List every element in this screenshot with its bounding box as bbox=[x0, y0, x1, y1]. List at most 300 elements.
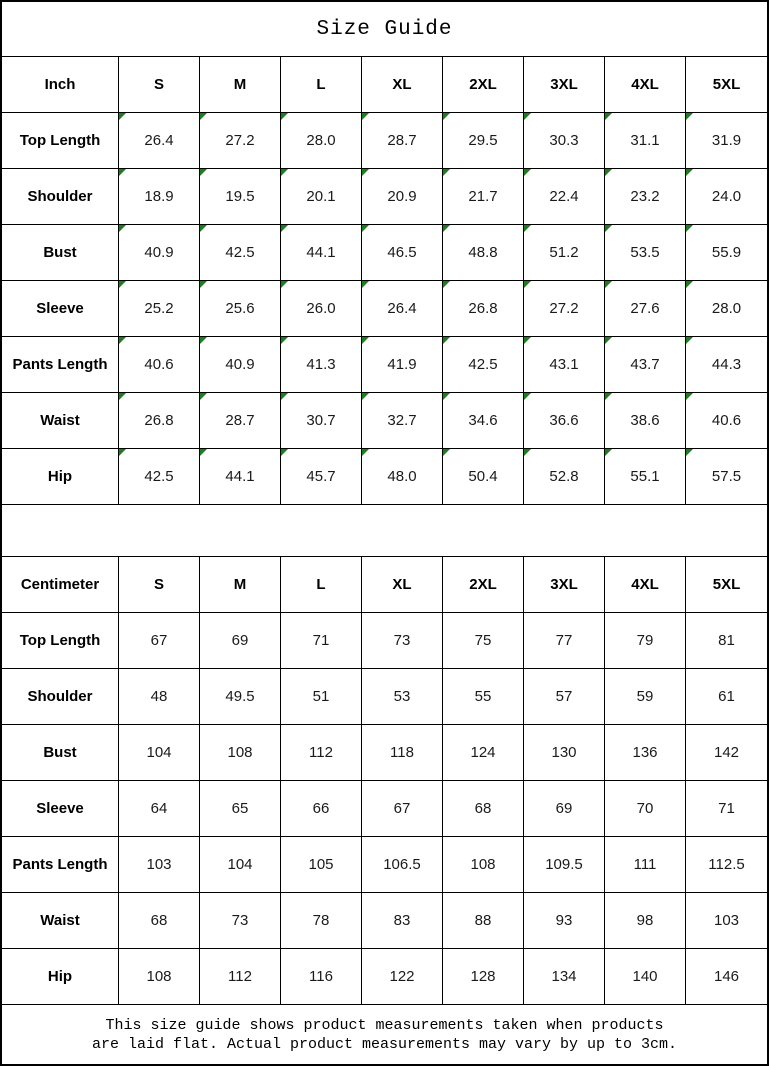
size-header-cell-text: L bbox=[316, 576, 326, 593]
stored-as-text-flag-icon bbox=[281, 225, 288, 232]
stored-as-text-flag-icon bbox=[200, 113, 207, 120]
stored-as-text-flag-icon bbox=[524, 337, 531, 344]
stored-as-text-flag-icon bbox=[119, 113, 126, 120]
stored-as-text-flag-icon bbox=[119, 225, 126, 232]
stored-as-text-flag-icon bbox=[443, 337, 450, 344]
value-cell-text: 30.3 bbox=[549, 132, 579, 149]
value-cell-text: 77 bbox=[555, 632, 573, 649]
row-label-cell-text: Bust bbox=[43, 244, 77, 261]
value-cell-text: 83 bbox=[393, 912, 411, 929]
value-cell bbox=[200, 613, 281, 669]
stored-as-text-flag-icon bbox=[281, 281, 288, 288]
value-cell bbox=[281, 669, 362, 725]
value-cell bbox=[362, 781, 443, 837]
stored-as-text-flag-icon bbox=[119, 449, 126, 456]
value-cell-text: 31.9 bbox=[711, 132, 742, 149]
stored-as-text-flag-icon bbox=[443, 281, 450, 288]
row-label-cell bbox=[2, 113, 119, 169]
value-cell-text: 34.6 bbox=[468, 412, 498, 429]
value-cell-text: 41.9 bbox=[387, 356, 417, 373]
stored-as-text-flag-icon bbox=[605, 393, 612, 400]
value-cell bbox=[443, 893, 524, 949]
value-cell bbox=[200, 113, 281, 169]
row-label-cell bbox=[2, 893, 119, 949]
stored-as-text-flag-icon bbox=[686, 393, 693, 400]
value-cell-text: 136 bbox=[632, 744, 658, 761]
value-cell bbox=[443, 949, 524, 1005]
unit-label-cell-text: Inch bbox=[44, 76, 76, 93]
value-cell-text: 44.1 bbox=[225, 468, 255, 485]
value-cell bbox=[524, 837, 605, 893]
row-label-cell bbox=[2, 281, 119, 337]
value-cell bbox=[686, 113, 767, 169]
footer-note bbox=[2, 1005, 767, 1064]
value-cell-text: 70 bbox=[636, 800, 654, 817]
stored-as-text-flag-icon bbox=[443, 225, 450, 232]
size-header-cell-text: 3XL bbox=[550, 76, 578, 93]
value-cell bbox=[443, 225, 524, 281]
value-cell-text: 25.2 bbox=[144, 300, 174, 317]
value-cell-text: 112 bbox=[228, 968, 252, 985]
stored-as-text-flag-icon bbox=[119, 281, 126, 288]
value-cell bbox=[119, 113, 200, 169]
stored-as-text-flag-icon bbox=[443, 393, 450, 400]
table-spacer bbox=[2, 505, 767, 557]
value-cell bbox=[281, 393, 362, 449]
stored-as-text-flag-icon bbox=[200, 225, 207, 232]
value-cell bbox=[443, 725, 524, 781]
value-cell-text: 142 bbox=[713, 744, 740, 761]
value-cell-text: 108 bbox=[146, 968, 172, 985]
value-cell bbox=[119, 169, 200, 225]
value-cell bbox=[605, 837, 686, 893]
value-cell-text: 18.9 bbox=[144, 188, 174, 205]
value-cell-text: 41.3 bbox=[306, 356, 336, 373]
value-cell bbox=[524, 725, 605, 781]
size-header-cell-text: S bbox=[153, 576, 164, 593]
value-cell bbox=[443, 113, 524, 169]
value-cell bbox=[605, 893, 686, 949]
value-cell bbox=[524, 393, 605, 449]
size-header-cell-text: 3XL bbox=[550, 576, 578, 593]
value-cell bbox=[686, 613, 767, 669]
value-cell bbox=[200, 281, 281, 337]
row-label-cell-text: Hip bbox=[47, 968, 73, 985]
size-header-cell bbox=[524, 57, 605, 113]
stored-as-text-flag-icon bbox=[605, 281, 612, 288]
value-cell-text: 26.4 bbox=[387, 300, 417, 317]
row-label-cell-text: Waist bbox=[40, 912, 80, 929]
value-cell bbox=[686, 225, 767, 281]
value-cell-text: 20.9 bbox=[387, 188, 417, 205]
value-cell bbox=[605, 225, 686, 281]
stored-as-text-flag-icon bbox=[605, 113, 612, 120]
value-cell-text: 68 bbox=[150, 912, 168, 929]
value-cell-text: 53.5 bbox=[630, 244, 660, 261]
stored-as-text-flag-icon bbox=[362, 281, 369, 288]
value-cell bbox=[524, 225, 605, 281]
value-cell-text: 40.9 bbox=[225, 356, 255, 373]
value-cell bbox=[443, 281, 524, 337]
value-cell-text: 67 bbox=[150, 632, 168, 649]
value-cell bbox=[686, 837, 767, 893]
value-cell bbox=[200, 337, 281, 393]
centimeter-size-table bbox=[2, 557, 767, 1005]
row-label-cell-text: Bust bbox=[43, 744, 77, 761]
value-cell-text: 21.7 bbox=[468, 188, 498, 205]
value-cell bbox=[686, 669, 767, 725]
stored-as-text-flag-icon bbox=[362, 393, 369, 400]
stored-as-text-flag-icon bbox=[200, 393, 207, 400]
value-cell bbox=[119, 337, 200, 393]
value-cell bbox=[362, 169, 443, 225]
value-cell-text: 32.7 bbox=[387, 412, 417, 429]
value-cell-text: 26.8 bbox=[468, 300, 498, 317]
stored-as-text-flag-icon bbox=[686, 337, 693, 344]
inch-size-table bbox=[2, 57, 767, 505]
value-cell-text: 98 bbox=[636, 912, 654, 929]
value-cell bbox=[200, 893, 281, 949]
row-label-cell-text: Top Length bbox=[19, 132, 101, 149]
stored-as-text-flag-icon bbox=[119, 337, 126, 344]
value-cell-text: 69 bbox=[231, 632, 249, 649]
stored-as-text-flag-icon bbox=[524, 449, 531, 456]
size-header-cell bbox=[686, 557, 767, 613]
value-cell bbox=[605, 781, 686, 837]
value-cell-text: 103 bbox=[146, 856, 172, 873]
value-cell bbox=[605, 669, 686, 725]
value-cell bbox=[200, 225, 281, 281]
value-cell bbox=[119, 837, 200, 893]
stored-as-text-flag-icon bbox=[362, 169, 369, 176]
value-cell bbox=[443, 337, 524, 393]
value-cell bbox=[443, 613, 524, 669]
value-cell-text: 78 bbox=[312, 912, 330, 929]
value-cell bbox=[686, 781, 767, 837]
value-cell-text: 49.5 bbox=[225, 688, 255, 705]
value-cell bbox=[362, 449, 443, 505]
value-cell-text: 130 bbox=[551, 744, 577, 761]
value-cell-text: 40.6 bbox=[711, 412, 742, 429]
value-cell bbox=[200, 837, 281, 893]
value-cell-text: 61 bbox=[718, 688, 735, 705]
value-cell bbox=[605, 169, 686, 225]
value-cell bbox=[686, 393, 767, 449]
row-label-cell bbox=[2, 669, 119, 725]
value-cell-text: 64 bbox=[150, 800, 168, 817]
value-cell-text: 20.1 bbox=[306, 188, 336, 205]
value-cell-text: 30.7 bbox=[306, 412, 336, 429]
value-cell-text: 27.2 bbox=[225, 132, 255, 149]
value-cell-text: 122 bbox=[389, 968, 415, 985]
value-cell-text: 112 bbox=[309, 744, 333, 761]
row-label-cell bbox=[2, 337, 119, 393]
value-cell-text: 48.0 bbox=[387, 468, 417, 485]
row-label-cell bbox=[2, 449, 119, 505]
value-cell bbox=[443, 393, 524, 449]
value-cell bbox=[605, 281, 686, 337]
unit-label-cell bbox=[2, 57, 119, 113]
value-cell bbox=[605, 449, 686, 505]
row-label-cell-text: Pants Length bbox=[12, 856, 108, 873]
value-cell-text: 111 bbox=[633, 856, 657, 873]
value-cell bbox=[524, 337, 605, 393]
value-cell bbox=[524, 613, 605, 669]
value-cell-text: 140 bbox=[632, 968, 658, 985]
size-header-cell-text: M bbox=[233, 576, 247, 593]
value-cell-text: 105 bbox=[308, 856, 334, 873]
value-cell-text: 26.0 bbox=[306, 300, 336, 317]
stored-as-text-flag-icon bbox=[200, 281, 207, 288]
stored-as-text-flag-icon bbox=[281, 113, 288, 120]
value-cell bbox=[524, 949, 605, 1005]
value-cell bbox=[362, 725, 443, 781]
stored-as-text-flag-icon bbox=[362, 449, 369, 456]
value-cell bbox=[686, 281, 767, 337]
size-header-cell bbox=[119, 557, 200, 613]
value-cell-text: 104 bbox=[146, 744, 172, 761]
value-cell-text: 55.9 bbox=[711, 244, 742, 261]
value-cell-text: 81 bbox=[718, 632, 735, 649]
size-header-cell bbox=[605, 557, 686, 613]
size-header-cell bbox=[200, 57, 281, 113]
value-cell bbox=[281, 949, 362, 1005]
value-cell-text: 31.1 bbox=[630, 132, 660, 149]
stored-as-text-flag-icon bbox=[443, 449, 450, 456]
value-cell bbox=[281, 113, 362, 169]
value-cell-text: 128 bbox=[470, 968, 496, 985]
row-label-cell bbox=[2, 169, 119, 225]
value-cell-text: 93 bbox=[555, 912, 573, 929]
row-label-cell-text: Top Length bbox=[19, 632, 101, 649]
value-cell bbox=[200, 949, 281, 1005]
stored-as-text-flag-icon bbox=[362, 225, 369, 232]
value-cell-text: 69 bbox=[555, 800, 573, 817]
value-cell-text: 124 bbox=[470, 744, 496, 761]
stored-as-text-flag-icon bbox=[686, 113, 693, 120]
value-cell-text: 24.0 bbox=[711, 188, 742, 205]
stored-as-text-flag-icon bbox=[524, 281, 531, 288]
size-header-cell-text: XL bbox=[392, 576, 412, 593]
row-label-cell bbox=[2, 949, 119, 1005]
value-cell bbox=[686, 449, 767, 505]
stored-as-text-flag-icon bbox=[119, 169, 126, 176]
value-cell bbox=[524, 169, 605, 225]
value-cell-text: 42.5 bbox=[225, 244, 255, 261]
size-header-cell-text: 4XL bbox=[631, 576, 659, 593]
value-cell bbox=[443, 449, 524, 505]
value-cell bbox=[119, 669, 200, 725]
stored-as-text-flag-icon bbox=[686, 225, 693, 232]
value-cell-text: 51 bbox=[312, 688, 330, 705]
stored-as-text-flag-icon bbox=[281, 337, 288, 344]
value-cell bbox=[119, 781, 200, 837]
value-cell bbox=[524, 113, 605, 169]
value-cell bbox=[281, 893, 362, 949]
value-cell-text: 36.6 bbox=[549, 412, 579, 429]
size-header-cell-text: 4XL bbox=[631, 76, 659, 93]
value-cell-text: 28.0 bbox=[306, 132, 336, 149]
value-cell bbox=[605, 613, 686, 669]
row-label-cell bbox=[2, 837, 119, 893]
value-cell bbox=[686, 893, 767, 949]
value-cell bbox=[362, 281, 443, 337]
value-cell bbox=[200, 781, 281, 837]
value-cell-text: 44.1 bbox=[306, 244, 336, 261]
value-cell-text: 67 bbox=[393, 800, 411, 817]
value-cell bbox=[524, 281, 605, 337]
stored-as-text-flag-icon bbox=[605, 337, 612, 344]
size-header-cell bbox=[443, 557, 524, 613]
row-label-cell-text: Pants Length bbox=[12, 356, 108, 373]
stored-as-text-flag-icon bbox=[362, 113, 369, 120]
value-cell bbox=[119, 893, 200, 949]
value-cell-text: 66 bbox=[312, 800, 330, 817]
value-cell-text: 52.8 bbox=[549, 468, 579, 485]
size-header-cell-text: 2XL bbox=[469, 576, 497, 593]
row-label-cell-text: Sleeve bbox=[36, 300, 84, 317]
value-cell-text: 103 bbox=[713, 912, 740, 929]
row-label-cell bbox=[2, 225, 119, 281]
value-cell-text: 26.8 bbox=[144, 412, 174, 429]
value-cell bbox=[200, 669, 281, 725]
value-cell bbox=[200, 393, 281, 449]
size-header-cell-text: M bbox=[233, 76, 247, 93]
row-label-cell bbox=[2, 393, 119, 449]
value-cell bbox=[686, 949, 767, 1005]
value-cell bbox=[524, 449, 605, 505]
row-label-cell-text: Hip bbox=[47, 468, 73, 485]
value-cell bbox=[119, 449, 200, 505]
value-cell-text: 50.4 bbox=[468, 468, 498, 485]
value-cell bbox=[119, 393, 200, 449]
stored-as-text-flag-icon bbox=[524, 169, 531, 176]
value-cell-text: 44.3 bbox=[711, 356, 742, 373]
size-header-cell-text: 2XL bbox=[469, 76, 497, 93]
value-cell-text: 48 bbox=[150, 688, 168, 705]
value-cell-text: 53 bbox=[393, 688, 411, 705]
value-cell bbox=[281, 781, 362, 837]
value-cell-text: 19.5 bbox=[225, 188, 255, 205]
value-cell bbox=[443, 837, 524, 893]
size-header-cell-text: XL bbox=[392, 76, 412, 93]
value-cell-text: 23.2 bbox=[630, 188, 660, 205]
value-cell bbox=[605, 393, 686, 449]
size-header-cell bbox=[119, 57, 200, 113]
value-cell bbox=[605, 337, 686, 393]
value-cell bbox=[605, 725, 686, 781]
value-cell bbox=[281, 337, 362, 393]
value-cell-text: 104 bbox=[227, 856, 253, 873]
stored-as-text-flag-icon bbox=[524, 113, 531, 120]
value-cell-text: 51.2 bbox=[549, 244, 579, 261]
value-cell bbox=[362, 613, 443, 669]
stored-as-text-flag-icon bbox=[605, 225, 612, 232]
value-cell-text: 27.2 bbox=[549, 300, 579, 317]
value-cell bbox=[362, 669, 443, 725]
value-cell-text: 108 bbox=[470, 856, 496, 873]
stored-as-text-flag-icon bbox=[605, 169, 612, 176]
value-cell bbox=[281, 837, 362, 893]
value-cell-text: 40.9 bbox=[144, 244, 174, 261]
value-cell bbox=[605, 949, 686, 1005]
value-cell-text: 40.6 bbox=[144, 356, 174, 373]
value-cell-text: 118 bbox=[390, 744, 414, 761]
value-cell bbox=[605, 113, 686, 169]
value-cell bbox=[524, 781, 605, 837]
value-cell-text: 45.7 bbox=[306, 468, 336, 485]
page-title: Size Guide bbox=[2, 2, 767, 57]
size-header-cell-text: 5XL bbox=[712, 76, 741, 93]
stored-as-text-flag-icon bbox=[200, 169, 207, 176]
value-cell bbox=[443, 169, 524, 225]
value-cell-text: 28.7 bbox=[225, 412, 255, 429]
size-header-cell bbox=[281, 57, 362, 113]
stored-as-text-flag-icon bbox=[686, 449, 693, 456]
value-cell-text: 146 bbox=[713, 968, 740, 985]
value-cell bbox=[281, 169, 362, 225]
value-cell-text: 46.5 bbox=[387, 244, 417, 261]
row-label-cell-text: Shoulder bbox=[27, 688, 93, 705]
value-cell-text: 109.5 bbox=[545, 856, 583, 873]
row-label-cell-text: Waist bbox=[40, 412, 80, 429]
value-cell-text: 65 bbox=[231, 800, 249, 817]
value-cell-text: 73 bbox=[231, 912, 249, 929]
value-cell-text: 57 bbox=[555, 688, 573, 705]
value-cell bbox=[200, 169, 281, 225]
size-header-cell bbox=[362, 57, 443, 113]
value-cell bbox=[281, 225, 362, 281]
stored-as-text-flag-icon bbox=[524, 393, 531, 400]
value-cell bbox=[119, 281, 200, 337]
value-cell-text: 25.6 bbox=[225, 300, 255, 317]
value-cell-text: 59 bbox=[636, 688, 654, 705]
value-cell bbox=[362, 837, 443, 893]
value-cell-text: 28.0 bbox=[711, 300, 742, 317]
row-label-cell-text: Shoulder bbox=[27, 188, 93, 205]
value-cell bbox=[362, 337, 443, 393]
value-cell bbox=[119, 725, 200, 781]
unit-label-cell-text: Centimeter bbox=[20, 576, 100, 593]
size-header-cell bbox=[362, 557, 443, 613]
size-header-cell-text: S bbox=[153, 76, 164, 93]
value-cell-text: 57.5 bbox=[711, 468, 742, 485]
value-cell-text: 79 bbox=[636, 632, 654, 649]
value-cell bbox=[362, 113, 443, 169]
value-cell bbox=[119, 225, 200, 281]
value-cell-text: 73 bbox=[393, 632, 411, 649]
value-cell-text: 43.7 bbox=[630, 356, 660, 373]
row-label-cell bbox=[2, 725, 119, 781]
stored-as-text-flag-icon bbox=[524, 225, 531, 232]
size-header-cell bbox=[200, 557, 281, 613]
value-cell-text: 43.1 bbox=[549, 356, 579, 373]
stored-as-text-flag-icon bbox=[200, 337, 207, 344]
value-cell bbox=[524, 893, 605, 949]
value-cell bbox=[281, 449, 362, 505]
value-cell bbox=[281, 725, 362, 781]
value-cell-text: 71 bbox=[718, 800, 735, 817]
stored-as-text-flag-icon bbox=[281, 449, 288, 456]
stored-as-text-flag-icon bbox=[686, 281, 693, 288]
stored-as-text-flag-icon bbox=[200, 449, 207, 456]
value-cell bbox=[524, 669, 605, 725]
value-cell-text: 108 bbox=[227, 744, 253, 761]
value-cell-text: 71 bbox=[312, 632, 330, 649]
value-cell bbox=[443, 669, 524, 725]
size-header-cell bbox=[605, 57, 686, 113]
size-header-cell bbox=[524, 557, 605, 613]
